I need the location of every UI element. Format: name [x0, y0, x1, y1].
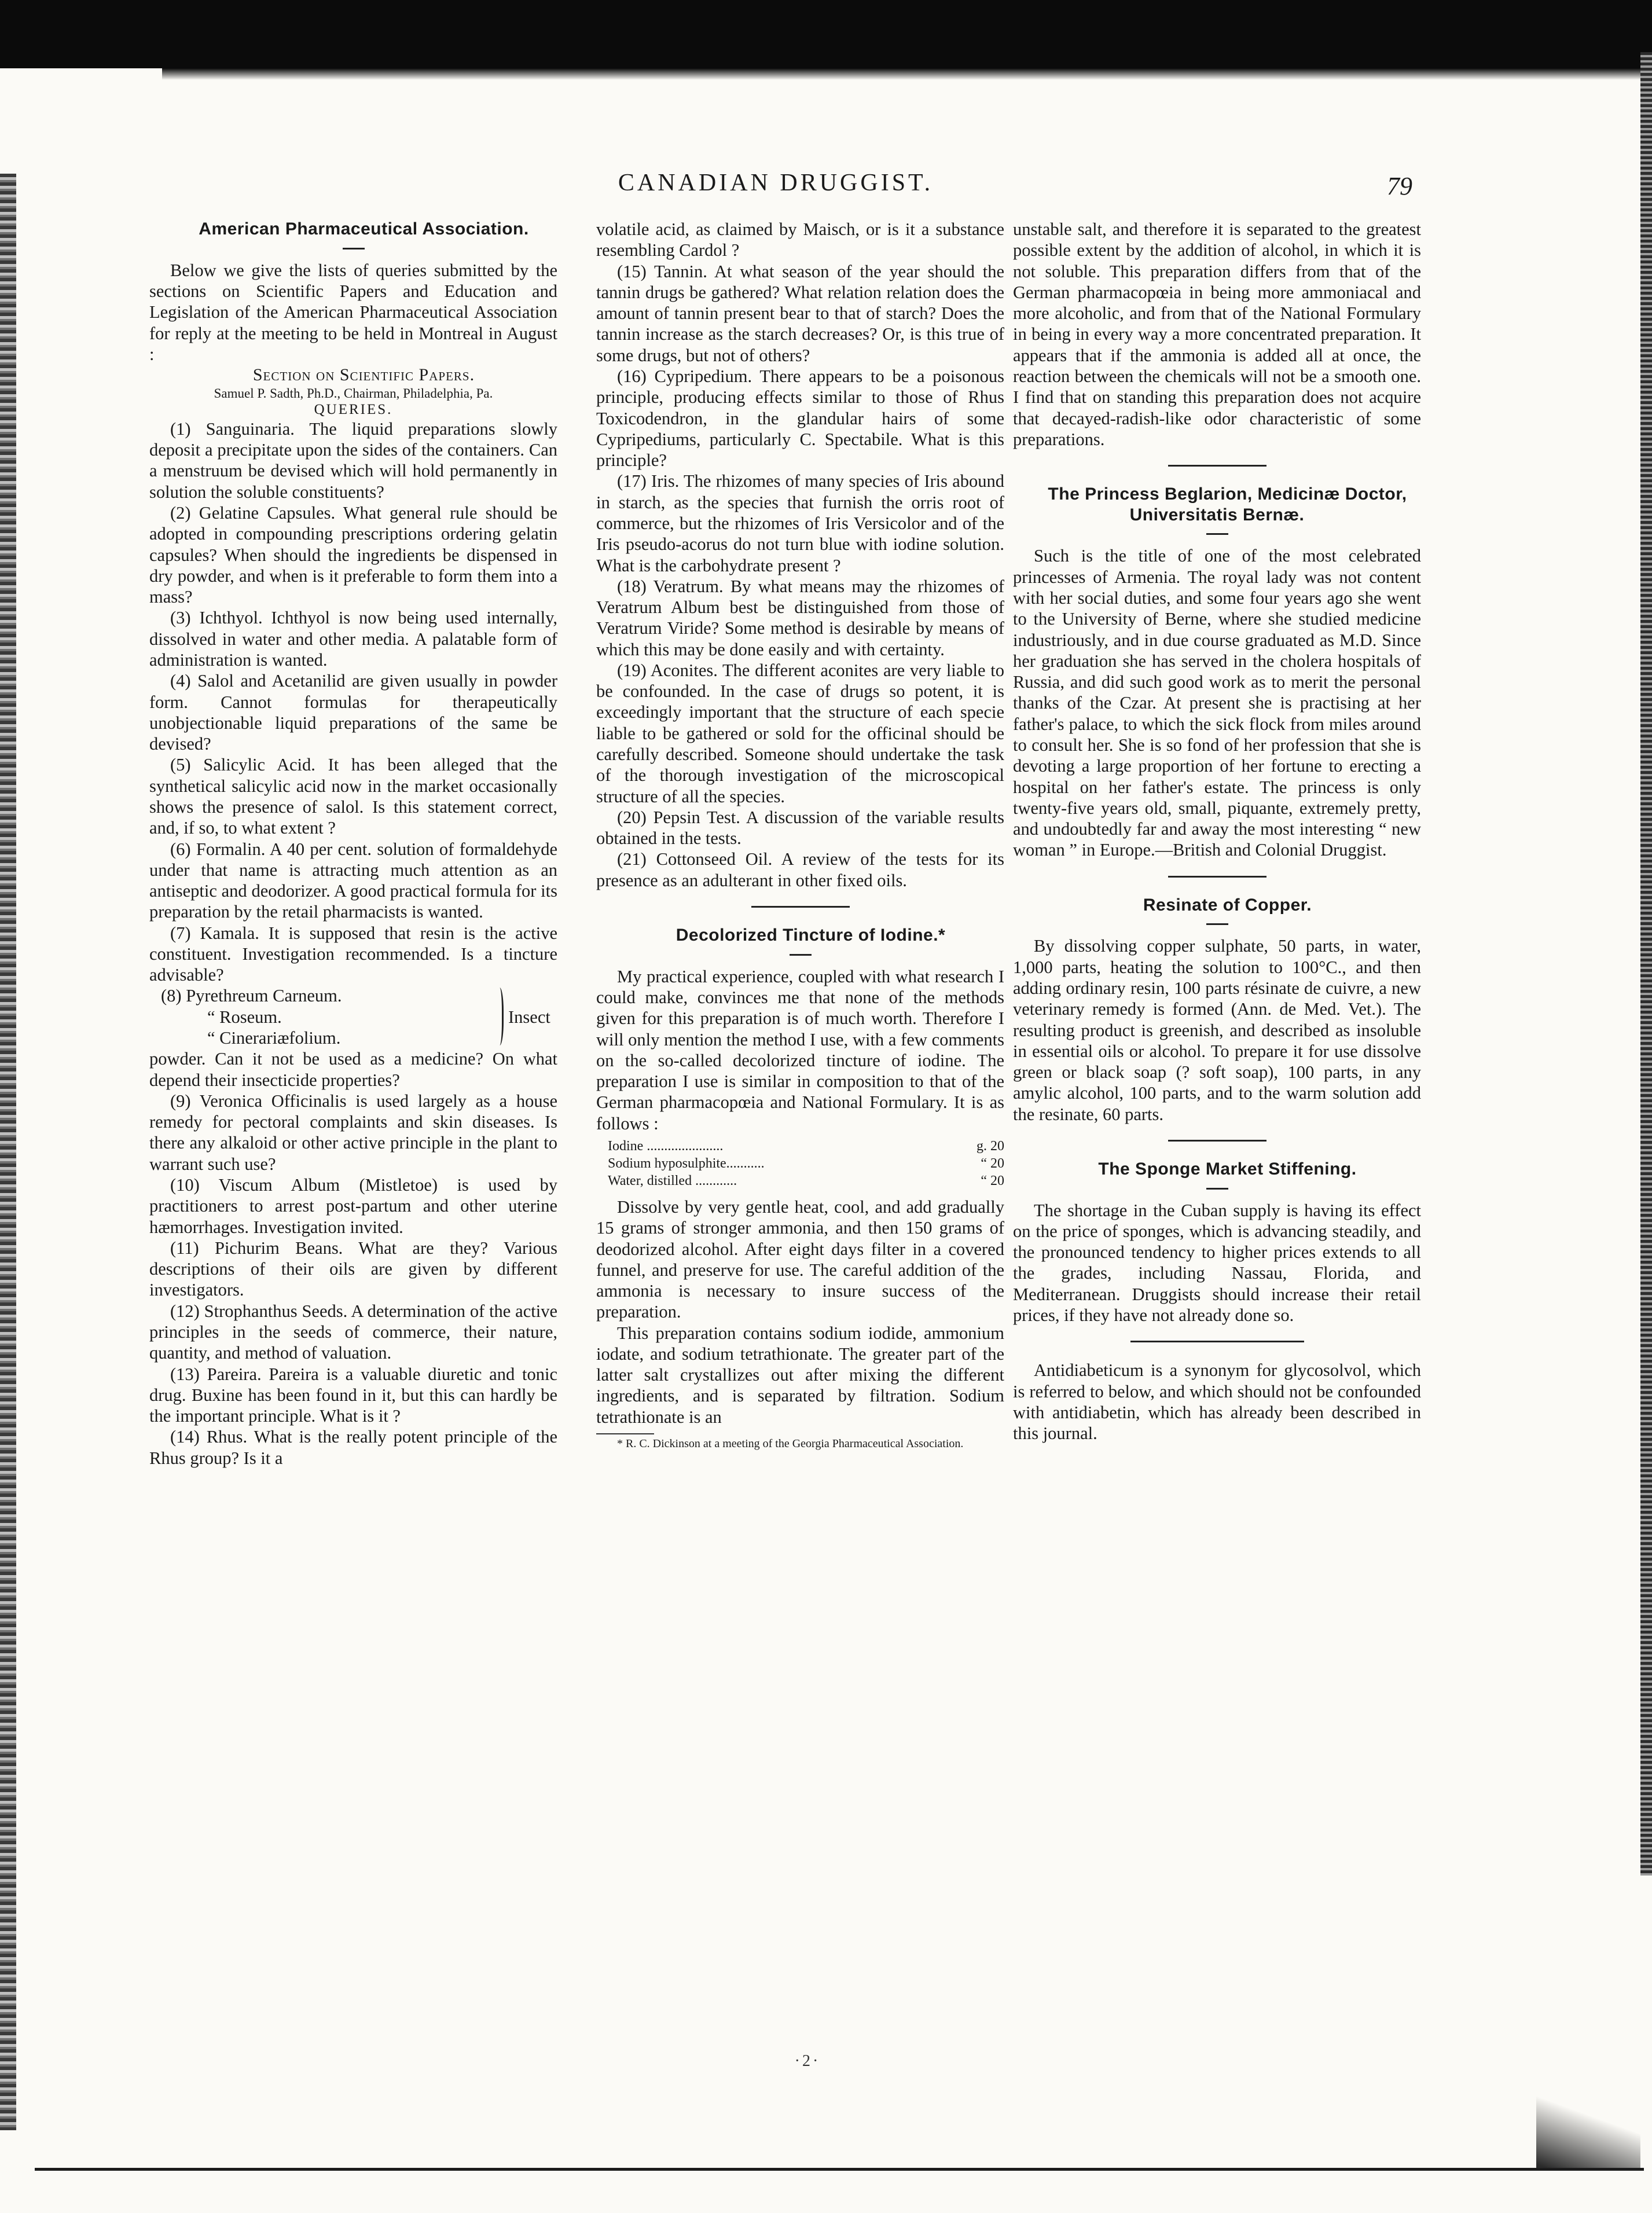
- query-3: (3) Ichthyol. Ichthyol is now being used internally, dissolved in water and other media. A palatable form of administration is wanted.: [149, 608, 557, 670]
- query-20: (20) Pepsin Test. A discussion of the variable results obtained in the tests.: [596, 807, 1004, 849]
- section-rule: [1168, 465, 1266, 467]
- ama-headline: American Pharmaceutical Association.: [199, 219, 529, 238]
- formula-amount: “ 20: [981, 1173, 1004, 1188]
- chairman-line: Samuel P. Sadth, Ph.D., Chairman, Philadelphia, Pa.: [214, 386, 493, 401]
- query-18: (18) Veratrum. By what means may the rhizomes of Veratrum Album best be distinguished from those of Veratrum Viride? Some method is desirable by means of which this may be done easily and with certainty.: [596, 576, 1004, 659]
- scan-bottom-rule: [35, 2168, 1644, 2171]
- query-9: (9) Veronica Officinalis is used largely as a house remedy for pectoral complaints and skin diseases. Is there any alkaloid or other active principle in the plant to warrant such use?: [149, 1091, 557, 1174]
- query-10: (10) Viscum Album (Mistletoe) is used by practitioners to arrest post-partum and other uterine hæmorrhages. Investigation invited.: [149, 1175, 557, 1237]
- formula-row: [608, 1155, 1004, 1172]
- query-11: (11) Pichurim Beans. What are they? Various descriptions of their oils are given by different investigators.: [149, 1238, 557, 1300]
- sponge-headline: The Sponge Market Stiffening.: [1098, 1159, 1357, 1179]
- iodine-paragraph-2: Dissolve by very gentle heat, cool, and add gradually 15 grams of stronger ammonia, and then 150 grams of deodorized alcohol. After eight days filter in a covered funnel, and preserve for use. The careful addition of the ammonia is necessary to insure success of the preparation.: [596, 1197, 1004, 1322]
- query-14: (14) Rhus. What is the really potent principle of the Rhus group? Is it a: [149, 1427, 557, 1468]
- query-8-line-3: “ Cinerariæfolium.: [207, 1028, 341, 1048]
- query-12: (12) Strophanthus Seeds. A determination of the active principles in the seeds of commerce, their nature, quantity, and method of valuation.: [149, 1301, 557, 1363]
- section-rule: [751, 906, 850, 908]
- query-1: (1) Sanguinaria. The liquid preparations slowly deposit a precipitate upon the sides of the containers. Can a menstruum be devised which will hold permanently in solution the soluble constituents?: [149, 419, 557, 502]
- iodine-paragraph-3: This preparation contains sodium iodide, ammonium iodate, and sodium tetrathionate. The greater part of the latter salt crystallizes out after mixing the different ingredients, and is separated by filtration. Sodium tetrathionate is an: [596, 1323, 1004, 1427]
- query-15: (15) Tannin. At what season of the year should the tannin drugs be gathered? What relation relation does the amount of tannin present bear to that of starch? Does the tannin increase as the starch decreases? Or, is this true of some drugs, but not of others?: [596, 261, 1004, 365]
- scan-right-edge: [1640, 52, 1652, 1876]
- scan-top-bar: [0, 0, 1652, 68]
- query-4: (4) Salol and Acetanilid are given usually in powder form. Cannot formulas for therapeutically unobjectionable liquid preparations of the same be devised?: [149, 671, 557, 754]
- formula-ingredient: Sodium hyposulphite...........: [608, 1155, 765, 1171]
- headline-dash: [1206, 923, 1228, 925]
- query-8-line-2: “ Roseum.: [207, 1007, 282, 1027]
- query-21: (21) Cottonseed Oil. A review of the tests for its presence as an adulterant in other fixed oils.: [596, 849, 1004, 890]
- sponge-paragraph: The shortage in the Cuban supply is having its effect on the price of sponges, which is advancing steadily, and the pronounced tendency to higher prices extends to all the grades, including Nassau, Florida, and Mediterranean. Druggists should increase their retail prices, if they have not already done so.: [1013, 1200, 1421, 1325]
- scan-left-edge: [0, 174, 16, 2130]
- scan-bottom-smudge: [1536, 2084, 1640, 2171]
- footer-mark: ·2·: [794, 2052, 821, 2070]
- page-number: 79: [1387, 172, 1412, 200]
- formula-ingredient: Water, distilled ............: [608, 1173, 737, 1188]
- scan-top-bar-shadow: [162, 68, 1652, 80]
- query-2: (2) Gelatine Capsules. What general rule should be adopted in compounding prescriptions ordering gelatin capsules? When should the ingredients be dispensed in dry powder, and when is it preferable to form them into a mass?: [149, 503, 557, 607]
- query-13: (13) Pareira. Pareira is a valuable diuretic and tonic drug. Buxine has been found in it, but this can hardly be the important principle. What is it ?: [149, 1364, 557, 1426]
- query-8-brace-list: [149, 985, 557, 1048]
- query-5: (5) Salicylic Acid. It has been alleged that the synthetical salicylic acid now in the market occasionally shows the presence of salol. Is this statement correct, and, if so, to what extent ?: [149, 755, 557, 838]
- footnote-rule: [596, 1433, 654, 1434]
- column-2: [596, 219, 1004, 1451]
- query-14-continued: volatile acid, as claimed by Maisch, or is it a substance resembling Cardol ?: [596, 219, 1004, 260]
- iodine-headline: Decolorized Tincture of Iodine.*: [676, 926, 946, 945]
- query-19: (19) Aconites. The different aconites are very liable to be confounded. In the case of drugs so potent, it is exceedingly important that the structure of each specie liable to be gathered or sold for the officinal should be carefully described. Someone should undertake the task of the thorough investigation of the microscopical structure of all the species.: [596, 660, 1004, 806]
- iodine-paragraph-3-continued: unstable salt, and therefore it is separated to the greatest possible extent by the addition of alcohol, in which it is not soluble. This preparation differs from that of the German pharmacopœia in being more ammoniacal and more alcoholic, and from that of the National Formulary in being in every way a more concentrated preparation. It appears that if the ammonia is added all at once, the reaction between the chemicals will not be a smooth one. I find that on standing this preparation does not acquire that decayed-radish-like odor characteristic of some preparations.: [1013, 219, 1421, 449]
- iodine-formula: [608, 1137, 1004, 1190]
- brace-icon: [494, 988, 504, 1045]
- headline-dash: [1206, 1188, 1228, 1190]
- formula-row: [608, 1137, 1004, 1155]
- queries-heading: QUERIES.: [314, 402, 393, 418]
- query-8-line-1: (8) Pyrethreum Carneum.: [161, 986, 342, 1006]
- resinate-headline: Resinate of Copper.: [1143, 895, 1312, 915]
- headline-dash: [1206, 533, 1228, 535]
- query-7: (7) Kamala. It is supposed that resin is the active constituent. Investigation recommended. Is a tincture advisable?: [149, 923, 557, 985]
- section-rule: [1168, 1140, 1266, 1142]
- running-title: CANADIAN DRUGGIST.: [618, 170, 934, 196]
- formula-amount: g. 20: [976, 1138, 1004, 1154]
- section-rule: [1130, 1341, 1304, 1342]
- iodine-footnote: * R. C. Dickinson at a meeting of the Georgia Pharmaceutical Association.: [617, 1437, 964, 1451]
- page-header: [150, 169, 1412, 210]
- section-rule: [1168, 876, 1266, 878]
- query-16: (16) Cypripedium. There appears to be a poisonous principle, producing effects similar to those of Rhus Toxicodendron, in the glandular hairs of some Cypripediums, particularly C. Spectabile. What is this principle?: [596, 366, 1004, 471]
- resinate-paragraph: By dissolving copper sulphate, 50 parts, in water, 1,000 parts, heating the solution to 100°C., and then adding ordinary resin, 100 parts résinate de cuivre, a new veterinary remedy is formed (Ann. de Med. Vet.). The resulting product is greenish, and described as insoluble in essential oils or alcohol. To prepare it for use dissolve green or black soap (? soft soap), 100 parts, in any amylic alcohol, 100 parts, and to the warm solution add the resinate, 60 parts.: [1013, 936, 1421, 1124]
- query-8-insect: Insect: [508, 1007, 550, 1027]
- princess-headline: The Princess Beglarion, Medicinæ Doctor, Universitatis Bernæ.: [1048, 485, 1407, 524]
- iodine-paragraph-1: My practical experience, coupled with what research I could make, convinces me that none of the methods given for this preparation is of much worth. Therefore I will only mention the method I use, with a few comments on the so-called decolorized tincture of iodine. The preparation I use is similar in composition to that of the German pharmacopœia and National Formulary. It is as follows :: [596, 966, 1004, 1133]
- formula-amount: “ 20: [981, 1155, 1004, 1171]
- column-1: [149, 219, 557, 1469]
- formula-ingredient: Iodine ......................: [608, 1138, 724, 1154]
- column-3: [1013, 219, 1421, 1444]
- query-17: (17) Iris. The rhizomes of many species of Iris abound in starch, as the species that furnish the orris root of commerce, but the rhizomes of Iris Versicolor and of the Iris pseudo-acorus do not turn blue with iodine solution. What is the carbohydrate present ?: [596, 471, 1004, 575]
- princess-paragraph: Such is the title of one of the most celebrated princesses of Armenia. The royal lady was not content with her social duties, and some four years ago she went to the University of Berne, where she studied medicine industriously, and in due course graduated as M.D. Since her graduation she has served in the cholera hospitals of Russia, and did such good work as to merit the personal thanks of the Czar. At present she is practising at her father's palace, to which the sick flock from miles around to consult her. She is so fond of her profession that she is devoting a large proportion of her fortune to erecting a hospital on her father's estate. The princess is only twenty-five years old, small, piquante, extremely pretty, and undoubtedly far and away the most interesting “ new woman ” in Europe.—British and Colonial Druggist.: [1013, 546, 1421, 860]
- headline-dash: [790, 954, 812, 956]
- ama-intro: Below we give the lists of queries submitted by the sections on Scientific Papers and Education and Legislation of the American Pharmaceutical Association for reply at the meeting to be held in Montreal in August :: [149, 260, 557, 364]
- headline-dash: [343, 248, 365, 249]
- query-8-rest: powder. Can it not be used as a medicine? On what depend their insecticide properties?: [149, 1049, 557, 1090]
- formula-row: [608, 1172, 1004, 1190]
- antidiabeticum-paragraph: Antidiabeticum is a synonym for glycosolvol, which is referred to below, and which should not be confounded with antidiabetin, which has already been described in this journal.: [1013, 1360, 1421, 1444]
- query-6: (6) Formalin. A 40 per cent. solution of formaldehyde under that name is attracting much attention as an antiseptic and deodorizer. A good practical formula for its preparation by the retail pharmacists is wanted.: [149, 839, 557, 922]
- section-title: Section on Scientific Papers.: [252, 365, 475, 385]
